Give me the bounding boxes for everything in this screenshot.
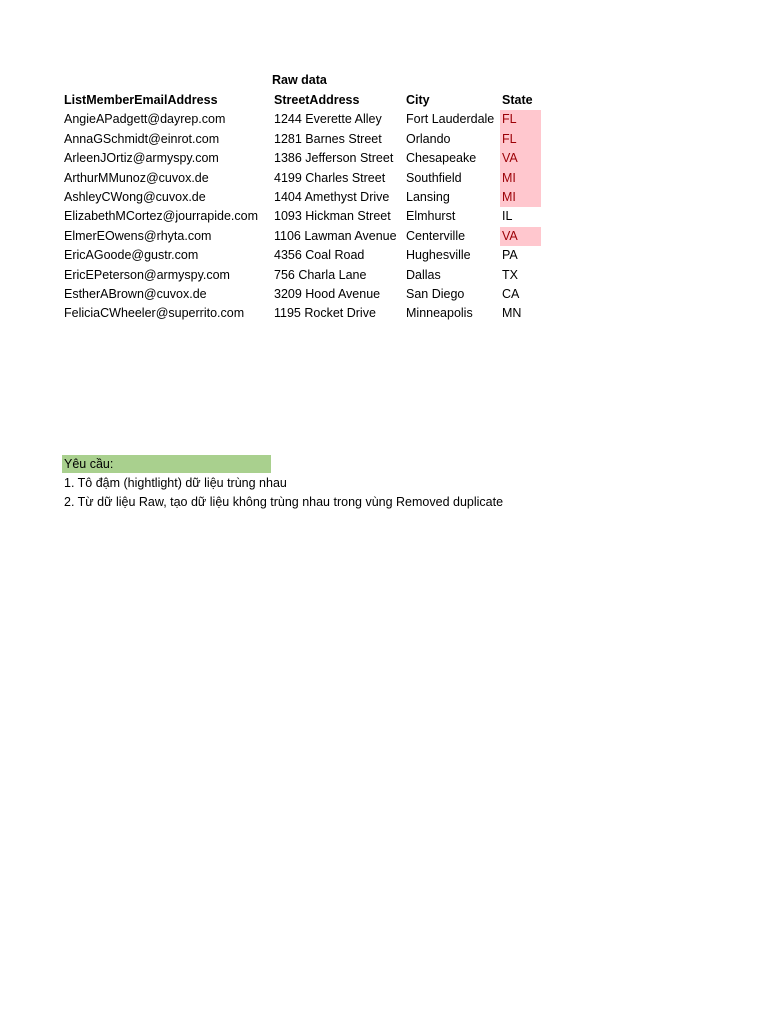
cell-state[interactable]: PA [502,248,518,263]
cell-state[interactable]: FL [500,110,541,129]
cell-email[interactable]: EstherABrown@cuvox.de [64,286,207,301]
cell-city[interactable]: Southfield [406,170,462,185]
cell-email[interactable]: AnnaGSchmidt@einrot.com [64,131,220,146]
cell-state[interactable]: MN [502,306,522,321]
cell-street-address[interactable]: 1404 Amethyst Drive [274,189,390,204]
cell-city[interactable]: Centerville [406,228,466,243]
requirements-label[interactable]: Yêu cầu: [62,455,271,473]
cell-street-address[interactable]: 1195 Rocket Drive [274,306,376,321]
cell-street-address[interactable]: 1244 Everette Alley [274,112,382,127]
cell-city[interactable]: Elmhurst [406,209,456,224]
cell-email[interactable]: FeliciaCWheeler@superrito.com [64,306,245,321]
requirement-item[interactable]: 1. Tô đậm (hightlight) dữ liệu trùng nhau [64,476,287,490]
cell-city[interactable]: Hughesville [406,248,471,263]
raw-data-title[interactable]: Raw data [272,73,327,87]
cell-street-address[interactable]: 1386 Jefferson Street [274,151,394,166]
cell-email[interactable]: EricEPeterson@armyspy.com [64,267,230,282]
cell-state[interactable]: VA [500,149,541,168]
header-state[interactable]: State [502,93,533,107]
cell-street-address[interactable]: 4356 Coal Road [274,248,365,263]
cell-state[interactable]: FL [500,130,541,149]
cell-state[interactable]: MI [500,169,541,188]
cell-city[interactable]: Lansing [406,189,450,204]
cell-email[interactable]: ElizabethMCortez@jourrapide.com [64,209,259,224]
cell-state[interactable]: MI [500,188,541,207]
cell-street-address[interactable]: 1093 Hickman Street [274,209,391,224]
cell-state[interactable]: CA [502,286,520,301]
cell-city[interactable]: Dallas [406,267,441,282]
cell-city[interactable]: Fort Lauderdale [406,112,495,127]
requirement-item[interactable]: 2. Từ dữ liệu Raw, tạo dữ liệu không trùng nhau trong vùng Removed duplicate [64,495,504,509]
cell-state[interactable]: IL [502,209,513,224]
cell-city[interactable]: Orlando [406,131,451,146]
cell-state[interactable]: VA [500,227,541,246]
cell-email[interactable]: EricAGoode@gustr.com [64,248,199,263]
cell-city[interactable]: Minneapolis [406,306,473,321]
header-email[interactable]: ListMemberEmailAddress [64,93,218,107]
cell-street-address[interactable]: 4199 Charles Street [274,170,386,185]
cell-email[interactable]: ElmerEOwens@rhyta.com [64,228,212,243]
cell-street-address[interactable]: 3209 Hood Avenue [274,286,381,301]
cell-state[interactable]: TX [502,267,518,282]
cell-street-address[interactable]: 756 Charla Lane [274,267,367,282]
cell-email[interactable]: AngieAPadgett@dayrep.com [64,112,226,127]
cell-city[interactable]: San Diego [406,286,465,301]
cell-street-address[interactable]: 1281 Barnes Street [274,131,382,146]
header-city[interactable]: City [406,93,430,107]
cell-street-address[interactable]: 1106 Lawman Avenue [274,228,397,243]
cell-email[interactable]: AshleyCWong@cuvox.de [64,189,206,204]
cell-email[interactable]: ArthurMMunoz@cuvox.de [64,170,209,185]
cell-email[interactable]: ArleenJOrtiz@armyspy.com [64,151,219,166]
cell-city[interactable]: Chesapeake [406,151,477,166]
header-street-address[interactable]: StreetAddress [274,93,360,107]
